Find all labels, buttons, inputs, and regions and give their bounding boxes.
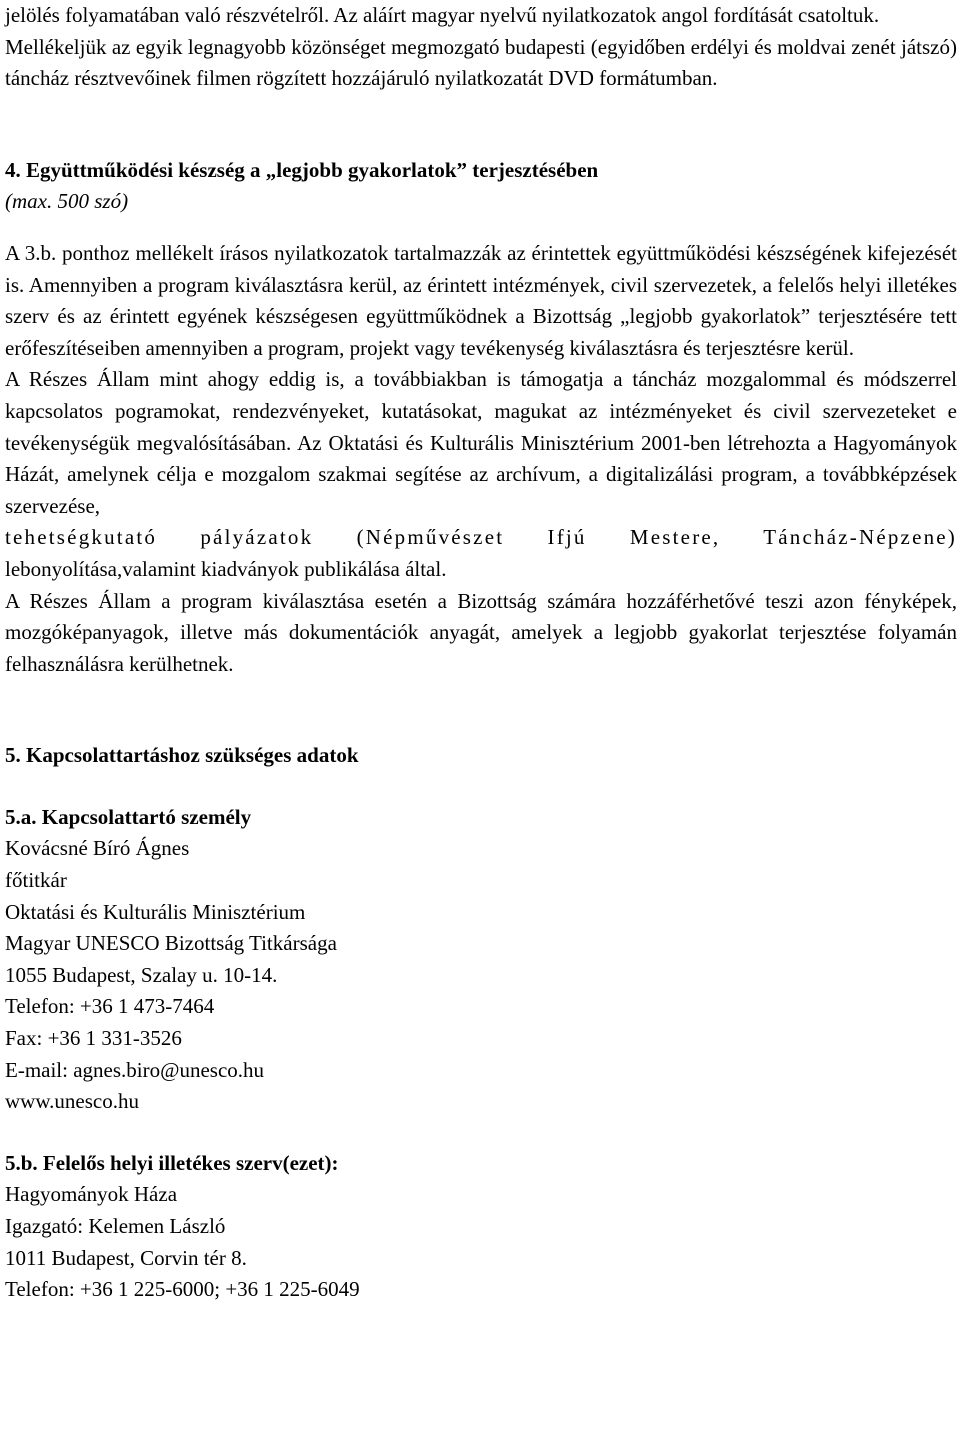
contact-role: főtitkár xyxy=(5,868,67,893)
section-4-paragraph-2-part-2: tehetségkutató pályázatok (Népművészet Ifjú Mestere, Táncház-Népzene) xyxy=(5,525,957,550)
contact-phone: Telefon: +36 1 473-7464 xyxy=(5,994,215,1019)
spacer xyxy=(5,772,957,802)
section-5b-title: 5.b. Felelős helyi illetékes szerv(ezet): xyxy=(5,1150,339,1175)
body-address: 1011 Budapest, Corvin tér 8. xyxy=(5,1245,247,1270)
section-4-subtitle: (max. 500 szó) xyxy=(5,189,129,214)
section-5-title: 5. Kapcsolattartáshoz szükséges adatok xyxy=(5,743,359,768)
body-director: Igazgató: Kelemen László xyxy=(5,1214,226,1238)
document-page xyxy=(5,0,957,1306)
responsible-body-block xyxy=(5,1179,957,1305)
spacer xyxy=(5,218,957,238)
body-phone: Telefon: +36 1 225-6000; +36 1 225-6049 xyxy=(5,1277,360,1302)
body-name: Hagyományok Háza xyxy=(5,1182,178,1207)
section-4-paragraph-1: A 3.b. ponthoz mellékelt írásos nyilatkozatok tartalmazzák az érintettek együttműködési készségének kifejezését is. Amennyiben a program kiválasztásra kerül, az érintett intézmények, civil szervezetek, a felelős helyi illetékes szerv és az érintett egyének készségesen együttműködnek a Bizottság „legjobb gyakorlatok” terjesztésére tett erőfeszítéseiben amennyiben a program, projekt vagy tevékenység kiválasztásra és terjesztésre kerül. xyxy=(5,240,957,360)
contact-organization: Magyar UNESCO Bizottság Titkársága xyxy=(5,931,337,956)
spacer xyxy=(5,680,957,740)
spacer xyxy=(5,1118,957,1148)
section-5a-title: 5.a. Kapcsolattartó személy xyxy=(5,804,252,829)
contact-website: www.unesco.hu xyxy=(5,1089,139,1114)
contact-email: E-mail: agnes.biro@unesco.hu xyxy=(5,1057,265,1082)
contact-ministry: Oktatási és Kulturális Minisztérium xyxy=(5,899,306,924)
section-4-title: 4. Együttműködési készség a „legjobb gyakorlatok” terjesztésében xyxy=(5,157,599,182)
contact-person-block xyxy=(5,833,957,1117)
intro-paragraph-2: Mellékeljük az egyik legnagyobb közönséget megmozgató budapesti (egyidőben erdélyi és moldvai zenét játszó) táncház résztvevőinek filmen rögzített hozzájáruló nyilatkozatát DVD formátumban. xyxy=(5,34,957,91)
contact-fax: Fax: +36 1 331-3526 xyxy=(5,1026,182,1051)
spacer xyxy=(5,95,957,155)
contact-address: 1055 Budapest, Szalay u. 10-14. xyxy=(5,962,278,987)
section-4-paragraph-2-part-1: A Részes Állam mint ahogy eddig is, a továbbiakban is támogatja a táncház mozgalommal és módszerrel kapcsolatos pogramokat, rendezvényeket, kutatásokat, magukat az intézményeket és civil szervezeteket e tevékenységük megvalósításában. Az Oktatási és Kulturális Minisztérium 2001-ben létrehozta a Hagyományok Házát, amelynek célja e mozgalom szakmai segítése az archívum, a digitalizálási program, a továbbképzések szervezése, xyxy=(5,367,957,518)
section-4-paragraph-3: A Részes Állam a program kiválasztása esetén a Bizottság számára hozzáférhetővé teszi azon fényképek, mozgóképanyagok, illetve más dokumentációk anyagát, amelyek a legjobb gyakorlat terjesztése folyamán felhasználásra kerülhetnek. xyxy=(5,588,957,676)
section-4-paragraph-2-part-3: lebonyolítása,valamint kiadványok publikálása által. xyxy=(5,556,447,581)
intro-paragraph-1: jelölés folyamatában való részvételről. Az aláírt magyar nyelvű nyilatkozatok angol fordítását csatoltuk. xyxy=(5,3,880,27)
contact-name: Kovácsné Bíró Ágnes xyxy=(5,836,190,861)
